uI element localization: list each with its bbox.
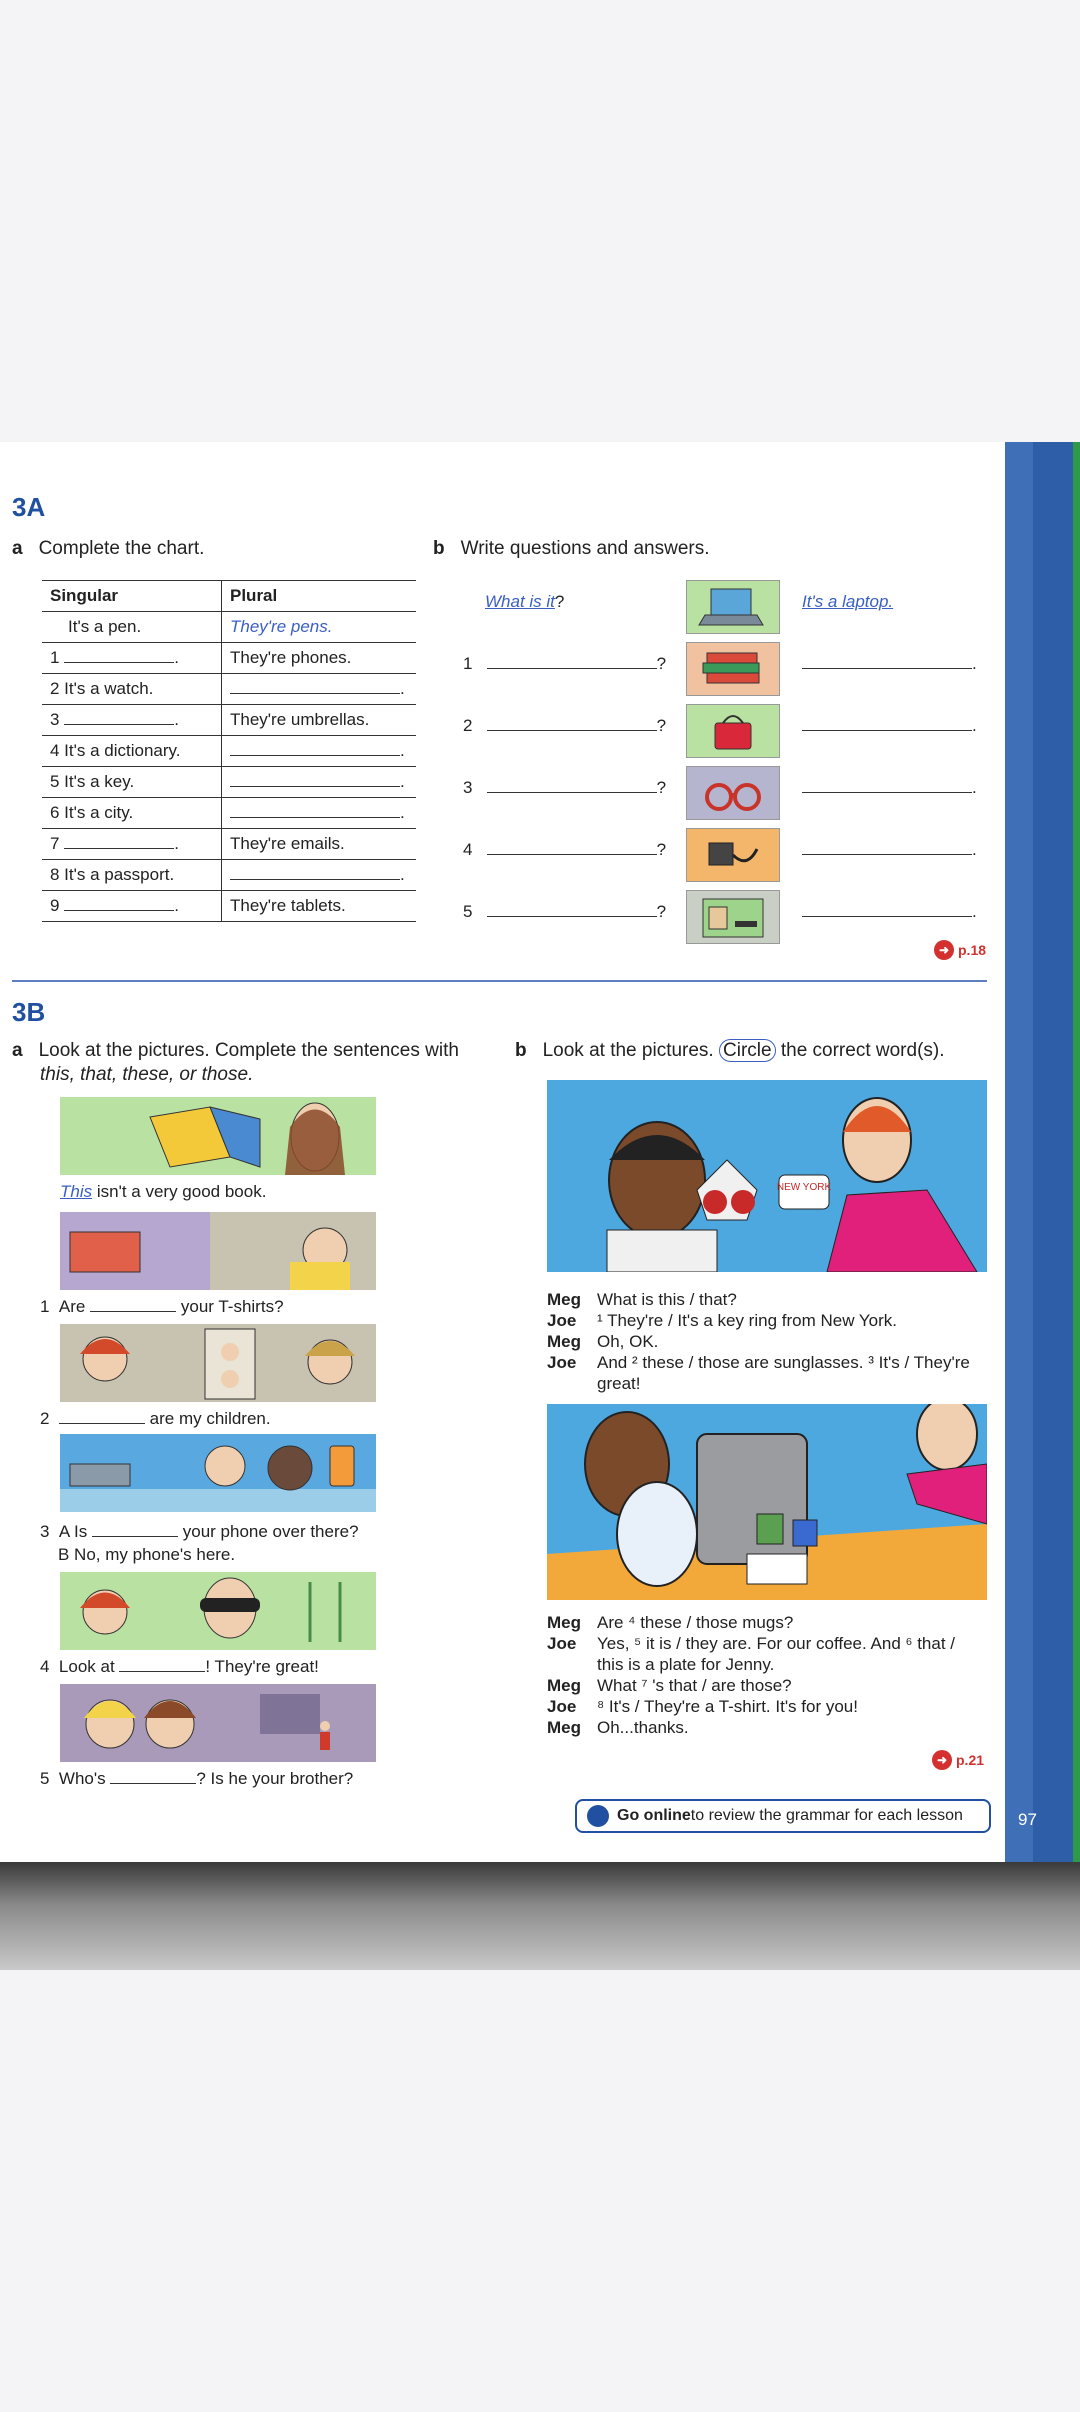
new-york-sticker-text: NEW YORK: [776, 1182, 832, 1193]
section-divider: [12, 980, 987, 982]
3b-sentence-2: 2 are my children.: [40, 1409, 271, 1428]
mugs-picture: [547, 1404, 987, 1600]
key-ring-picture: [547, 1080, 987, 1272]
book-spine: [1005, 442, 1080, 1862]
chart-header-plural: Plural: [222, 581, 417, 612]
answer-blank: .: [802, 716, 977, 736]
answer-blank: .: [802, 840, 977, 860]
charger-picture: [686, 828, 780, 882]
question-row: 4 ?: [463, 840, 667, 859]
question-row: 5 ?: [463, 902, 667, 921]
page-reference-3b[interactable]: ➜ p.21: [932, 1750, 984, 1770]
3b-part-a-subheading: this, that, these, or those.: [40, 1064, 254, 1085]
3b-part-a-heading: a Look at the pictures. Complete the sentences with: [12, 1040, 459, 1061]
go-online-banner[interactable]: Go online to review the grammar for each lesson: [575, 1799, 991, 1833]
page-reference-3a[interactable]: ➜ p.18: [934, 940, 986, 960]
phone-picture: [60, 1434, 376, 1512]
cursor-icon: [587, 1805, 609, 1827]
t-shirts-picture: [60, 1212, 376, 1290]
3a-part-a-heading: a Complete the chart.: [12, 538, 205, 559]
question-row: 1 ?: [463, 654, 667, 673]
3b-example-sentence: This isn't a very good book.: [60, 1182, 267, 1201]
3a-part-b-heading: b Write questions and answers.: [433, 538, 710, 559]
3b-sentence-4: 4 Look at ! They're great!: [40, 1657, 319, 1676]
example-answer: It's a laptop.: [802, 592, 894, 611]
passport-picture: [686, 890, 780, 944]
arrow-icon: ➜: [932, 1750, 952, 1770]
page-number: 97: [1018, 1810, 1037, 1829]
question-row: 2 ?: [463, 716, 667, 735]
unit-3b-label: 3B: [12, 997, 46, 1027]
chart-header-singular: Singular: [42, 581, 222, 612]
arrow-icon: ➜: [934, 940, 954, 960]
bag-picture: [686, 704, 780, 758]
3b-sentence-3b: B No, my phone's here.: [58, 1545, 236, 1564]
unit-3a-label: 3A: [12, 492, 46, 522]
3b-sentence-5: 5 Who's ? Is he your brother?: [40, 1769, 354, 1788]
3b-sentence-3a: 3 A Is your phone over there?: [40, 1522, 359, 1541]
example-question: What is it?: [485, 592, 565, 611]
page-shadow: [0, 1862, 1080, 1970]
brother-picture: [60, 1684, 376, 1762]
question-row: 3 ?: [463, 778, 667, 797]
answer-blank: .: [802, 654, 977, 674]
singular-plural-chart: Singular Plural It's a pen. They're pens. 1 . They're phones. 2 It's a watch. . 3 . They're umbrellas. 4 It's a dictionary. . 5 It's a key. . 6 It's a city. . 7 . They're emails. 8 It's a passport. . 9 . They're tablets.: [42, 580, 416, 922]
books-picture: [686, 642, 780, 696]
dialogue-2: Meg Are ⁴ these / those mugs? Joe Yes, ⁵ it is / they are. For our coffee. And ⁶ that / this is a plate for Jenny. Meg What ⁷ 's that / are those? Joe ⁸ It's / They're a T-shirt. It's for you! Meg Oh...thanks.: [547, 1613, 956, 1737]
laptop-picture: [686, 580, 780, 634]
children-picture: [60, 1324, 376, 1402]
sunglasses-picture: [60, 1572, 376, 1650]
answer-blank: .: [802, 778, 977, 798]
textbook-page: [0, 442, 1080, 1862]
dialogue-1: Meg What is this / that? Joe ¹ They're / It's a key ring from New York. Meg Oh, OK. Joe And ² these / those are sunglasses. ³ It's / They're great!: [547, 1290, 970, 1393]
book-picture: [60, 1097, 376, 1175]
answer-blank: .: [802, 902, 977, 922]
3b-sentence-1: 1 Are your T-shirts?: [40, 1297, 284, 1316]
3b-part-b-heading: b Look at the pictures. Circle the correct word(s).: [515, 1040, 945, 1061]
glasses-picture: [686, 766, 780, 820]
